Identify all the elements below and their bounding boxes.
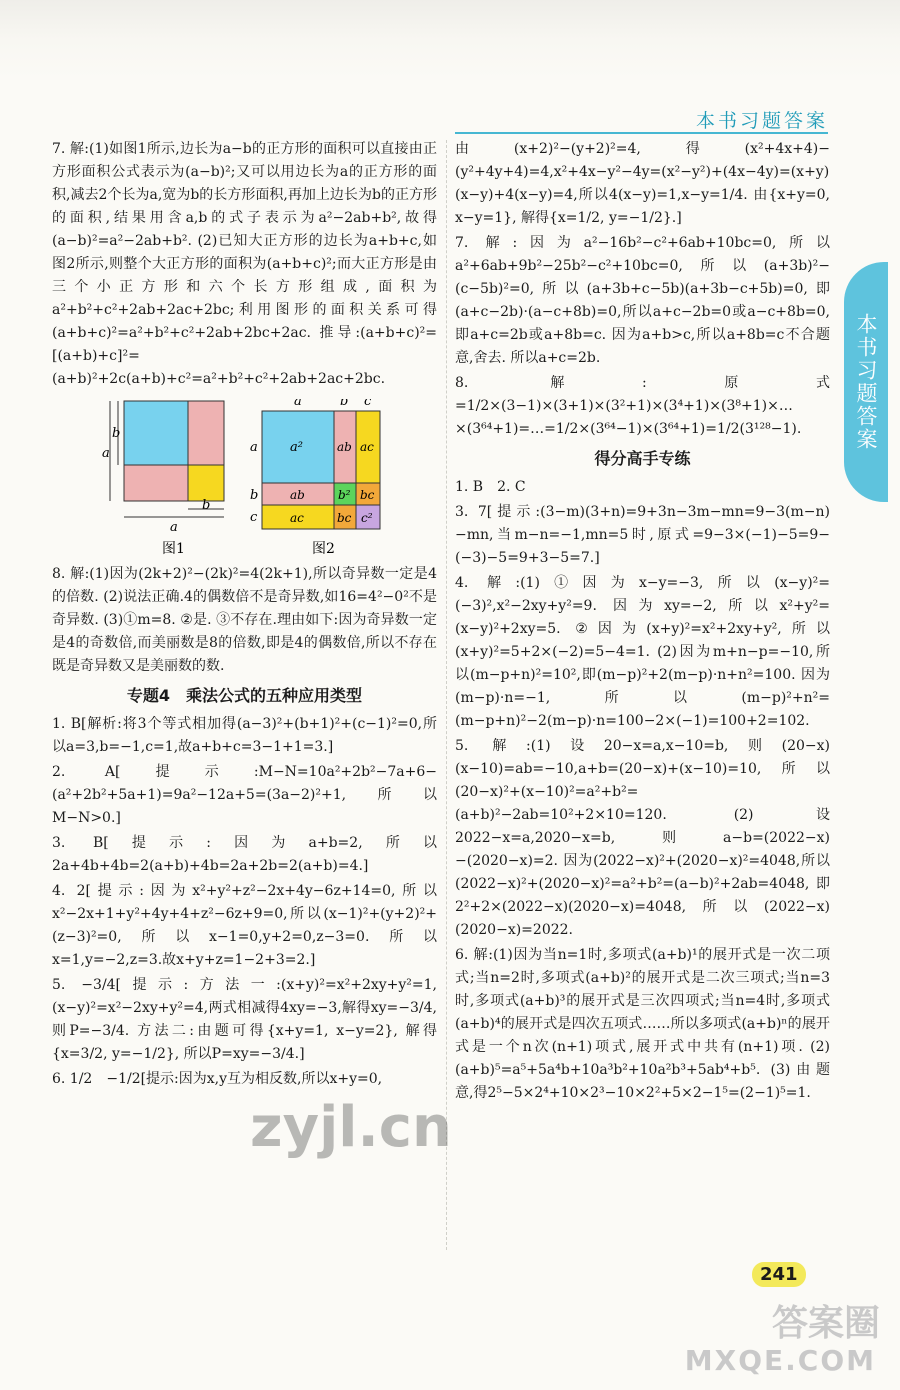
watermark-logo: 答案圈: [771, 1303, 880, 1344]
fig2-top-b: b: [340, 399, 349, 409]
fig1-label-a-vertical: a: [102, 446, 110, 461]
answer-b6: 6. 解:(1)因为当n=1时,多项式(a+b)¹的展开式是一次二项式;当n=2时,多项式(a+b)²的展开式是二次三项式;当n=3时,多项式(a+b)³的展开式是三次四项式;当n=4时,多项式(a+b)⁴的展开式是四次五项式……所以多项式(a+b)ⁿ的展开式是一个n次(n+1)项式,展开式中共有(n+1)项. (2)(a+b)⁵=a⁵+5a⁴b+10a³b²+10a²b³+5ab⁴+b⁵. (3)由题意,得2⁵−5×2⁴+10×2³−10×2²+5×2−1⁵=(2−1)⁵=1.: [455, 947, 830, 1101]
fig2-left-a: a: [250, 440, 258, 455]
fig2-left-b: b: [250, 488, 259, 503]
fig2-ab-top: ab: [337, 440, 352, 454]
header-rule: [455, 132, 828, 134]
fig2-ab-left: ab: [290, 488, 305, 502]
answer-7-left: 7. 解:(1)如图1所示,边长为a−b的正方形的面积可以直接由正方形面积公式表示为(a−b)²;又可以用边长为a的正方形的面积,减去2个长为a,宽为b的长方形面积,再加上边长为b的正方形的面积,结果用含a,b的式子表示为a²−2ab+b²,故得(a−b)²=a²−2ab+b². (2)已知大正方形的边长为a+b+c,如图2所示,则整个大正方形的面积为(a+b+c)²;而大正方形是由三个小正方形和六个长方形组成,面积为a²+b²+c²+2ab+2ac+2bc;利用图形的面积关系可得(a+b+c)²=a²+b²+c²+2ab+2bc+2ac. 推导:(a+b+c)²=[(a+b)+c]²=(a+b)²+2c(a+b)+c²=a²+b²+c²+2ab+2ac+2bc.: [52, 141, 437, 387]
right-column: [455, 138, 830, 1107]
answer-7-right: 7. 解:因为a²−16b²−c²+6ab+10bc=0,所以a²+6ab+9b²−25b²−c²+10bc=0,所以(a+3b)²−(c−5b)²=0,所以(a+3b+c−5b)(a+3b−c+5b)=0,即(a+c−2b)·(a−c+8b)=0,所以a+c−2b=0或a−c+8b=0,即a+c=2b或a+8b=c. 因为a+b>c,所以a+8b=c不合题意,舍去. 所以a+c=2b.: [455, 235, 830, 366]
fig2-bc-right: bc: [360, 488, 375, 502]
answer-2: 2. A[提示:M−N=10a²+2b²−7a+6−(a²+2b²+5a+1)=9a²−12a+5=(3a−2)²+1,所以M−N>0.]: [52, 764, 437, 826]
answer-b5: 5. 解:(1)设20−x=a,x−10=b,则(20−x)(x−10)=ab=−10,a+b=(20−x)+(x−10)=10,所以(20−x)²+(x−10)²=a²+b²=(a+b)²−2ab=10²+2×10=120. (2)设2022−x=a,2020−x=b,则a−b=(2022−x)−(2020−x)=2. 因为(2022−x)²+(2020−x)²=4048,所以(2022−x)²+(2020−x)²=a²+b²=(a−b)²+2ab=4048,即2²+2×(2022−x)(2020−x)=4048,所以(2022−x)(2020−x)=2022.: [455, 738, 830, 938]
fig2-top-c: c: [364, 399, 372, 409]
column-divider: [446, 140, 447, 1250]
answer-b1-b2: 1. B 2. C: [455, 479, 526, 495]
fig2-bc-bottom: bc: [337, 511, 352, 525]
fig1-label-a-horizontal: a: [170, 520, 178, 535]
fig2-top-a: a: [294, 399, 302, 409]
answer-6-start: 6. 1/2 −1/2[提示:因为x,y互为相反数,所以x+y=0,: [52, 1071, 383, 1087]
figure-2: [250, 399, 380, 529]
fig1-label-b-vertical: b: [112, 426, 121, 441]
header-label: 本书习题答案: [695, 110, 828, 132]
area-figures: [52, 399, 437, 559]
answer-6-continued: 由(x+2)²−(y+2)²=4,得(x²+4x+4)−(y²+4y+4)=4,x²+4x−y²−4y=(x²−y²)+(4x−4y)=(x+y)(x−y)+4(x−y)=4,所以4(x−y)=1,x−y=1/4. 由{x+y=0, x−y=1}, 解得{x=1/2, y=−1/2}.]: [455, 141, 830, 226]
answer-3: 3. B[提示:因为a+b=2,所以2a+4b+4b=2(a+b)+4b=2a+2b=2(a+b)=4.]: [52, 835, 437, 874]
fig2-ac-bottom: ac: [290, 511, 304, 525]
answer-8-right: 8. 解:原式=1/2×(3−1)×(3+1)×(3²+1)×(3⁴+1)×(3⁸+1)×…×(3⁶⁴+1)=…=1/2×(3⁶⁴−1)×(3⁶⁴+1)=1/2(3¹²⁸−1).: [455, 375, 830, 437]
fig2-left-c: c: [250, 510, 258, 525]
fig2-a2: a²: [290, 440, 303, 455]
answer-4: 4. 2[提示:因为x²+y²+z²−2x+4y−6z+14=0,所以x²−2x+1+y²+4y+4+z²−6z+9=0,所以(x−1)²+(y+2)²+(z−3)²=0,所以x−1=0,y+2=0,z−3=0.所以x=1,y=−2,z=3.故x+y+z=1−2+3=2.]: [52, 883, 437, 968]
section-title-right: 得分高手专练: [594, 449, 691, 468]
fig2-c2: c²: [361, 511, 373, 525]
page-number: 241: [752, 1262, 806, 1287]
figures: [52, 399, 437, 559]
figure-1: [102, 401, 224, 535]
answer-b3: 3. 7[提示:(3−m)(3+n)=9+3n−3m−mn=9−3(m−n)−mn,当m−n=−1,mn=5时,原式=9−3×(−1)−5=9−(−3)−5=9+3−5=7.]: [455, 504, 830, 566]
section-title-left: 专题4 乘法公式的五种应用类型: [126, 686, 363, 705]
answer-b4: 4. 解:(1)①因为x−y=−3,所以(x−y)²=(−3)²,x²−2xy+y²=9. 因为xy=−2,所以x²+y²=(x−y)²+2xy=5. ②因为(x+y)²=x²+2xy+y²,所以(x+y)²=5+2×(−2)=5−4=1. (2)因为m+n−p=−10,所以(m−p+n)²=10²,即(m−p)²+2(m−p)·n+n²=100. 因为(m−p)·n=−1,所以(m−p)²+n²=(m−p+n)²−2(m−p)·n=100−2×(−1)=100+2=102.: [455, 575, 830, 729]
fig2-ac-top: ac: [360, 440, 374, 454]
watermark-mid: zyjl.cn: [250, 1095, 452, 1160]
answer-1: 1. B[解析:将3个等式相加得(a−3)²+(b+1)²+(c−1)²=0,所以a=3,b=−1,c=1,故a+b+c=3−1+1=3.]: [52, 716, 437, 755]
watermark-url: MXQE.COM: [684, 1344, 876, 1377]
side-tab: 本书习题答案: [844, 262, 888, 502]
answer-8-left: 8. 解:(1)因为(2k+2)²−(2k)²=4(2k+1),所以奇异数一定是4的倍数. (2)说法正确.4的偶数倍不是奇异数,如16=4²−0²不是奇异数. (3)①m=8. ②是. ③不存在.理由如下:因为奇异数一定是4的奇数倍,而美丽数是8的倍数,即是4的偶数倍,所以不存在既是奇异数又是美丽数的数.: [52, 566, 437, 674]
fig1-label-b-horizontal: b: [202, 498, 211, 513]
figure-1-caption: 图1: [162, 541, 185, 557]
fig2-b2: b²: [338, 488, 351, 502]
answer-5: 5. −3/4[提示:方法一:(x+y)²=x²+2xy+y²=1,(x−y)²=x²−2xy+y²=4,两式相减得4xy=−3,解得xy=−3/4,则P=−3/4. 方法二:由题可得{x+y=1, x−y=2}, 解得{x=3/2, y=−1/2}, 所以P=xy=−3/4.]: [52, 977, 437, 1062]
figure-2-caption: 图2: [312, 541, 335, 557]
left-column: [52, 138, 437, 1093]
